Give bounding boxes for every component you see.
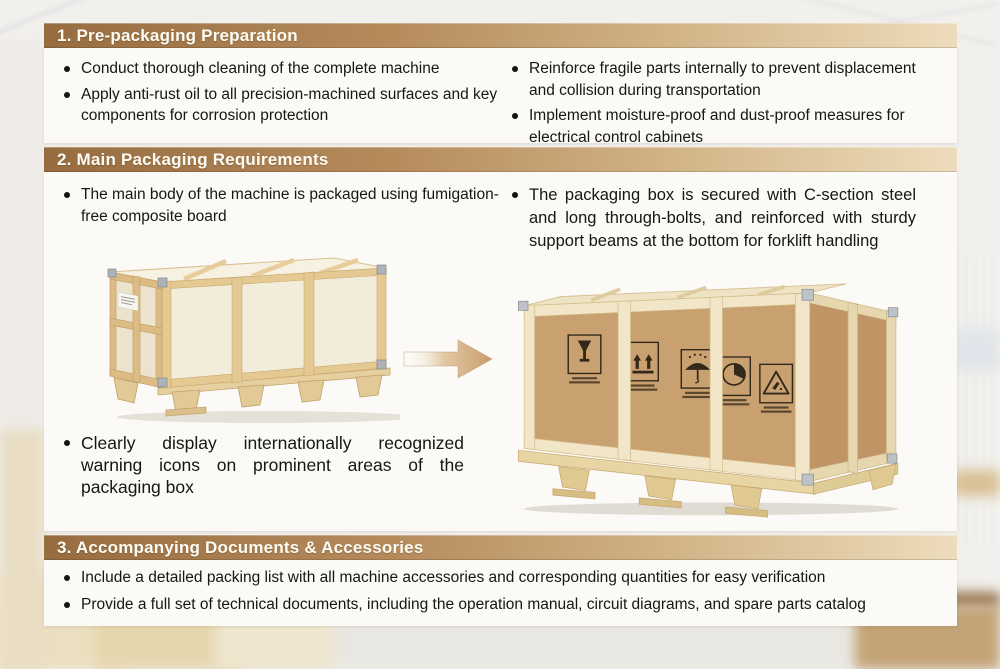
list-item (64, 432, 464, 498)
background-shelf-right (950, 255, 1000, 545)
bullet-text: Conduct thorough cleaning of the complete machine (81, 60, 440, 77)
bullet-dot (512, 66, 518, 72)
bullet-dot (64, 66, 70, 72)
bullet-dot (64, 92, 70, 98)
bullet-dot (64, 575, 70, 581)
right-crate-image (505, 282, 917, 518)
list-item (64, 567, 930, 589)
bullet-text: Reinforce fragile parts internally to prevent displacement and collision during transportation (529, 60, 916, 99)
crate-shadow (524, 502, 898, 515)
section2-title: 2. Main Packaging Requirements (57, 150, 329, 169)
section2-left-column (64, 184, 500, 231)
section3-header (44, 535, 957, 560)
section1-left-column (64, 58, 500, 131)
section3-column (64, 567, 930, 620)
left-crate-image (100, 256, 400, 426)
bullet-text: The main body of the machine is packaged using fumigation-free composite board (81, 186, 499, 225)
list-item (512, 105, 942, 148)
section1-header (44, 23, 957, 48)
section2-header (44, 147, 957, 172)
section2-right-column (512, 184, 916, 257)
bullet-text: Provide a full set of technical documents, including the operation manual, circuit diagrams, and spare parts catalog (81, 595, 866, 613)
section1-title: 1. Pre-packaging Preparation (57, 26, 298, 45)
bullet-dot (64, 192, 70, 198)
bullet-dot (512, 192, 518, 198)
list-item (64, 184, 500, 227)
background-left-lower (0, 430, 44, 669)
list-item (64, 58, 500, 80)
bullet-dot (64, 440, 70, 446)
bullet-dot (64, 602, 70, 608)
bullet-text: Apply anti-rust oil to all precision-machined surfaces and key components for corrosion protection (81, 85, 498, 124)
crate-shadow (117, 411, 400, 423)
list-item (64, 84, 500, 127)
bullet-text: Include a detailed packing list with all machine accessories and corresponding quantities for easy verification (81, 569, 826, 586)
background-shelf-band-blue (952, 330, 1000, 370)
list-item (512, 184, 916, 253)
bullet-text: Clearly display internationally recognized warning icons on prominent areas of the packaging box (81, 433, 464, 497)
background-left-wall (0, 40, 44, 440)
bullet-dot (512, 113, 518, 119)
arrow-right-icon (402, 330, 496, 388)
section1-right-column (512, 58, 942, 152)
bullet-text: The packaging box is secured with C-section steel and long through-bolts, and reinforced with sturdy support beams at the bottom for forklift handling (529, 186, 916, 250)
bullet-text: Implement moisture-proof and dust-proof measures for electrical control cabinets (529, 107, 905, 146)
background-shelf-band-tan (952, 470, 1000, 496)
list-item (512, 58, 942, 101)
list-item (64, 594, 930, 616)
section3-title: 3. Accompanying Documents & Accessories (57, 538, 424, 557)
section2-caption-column (64, 432, 464, 502)
